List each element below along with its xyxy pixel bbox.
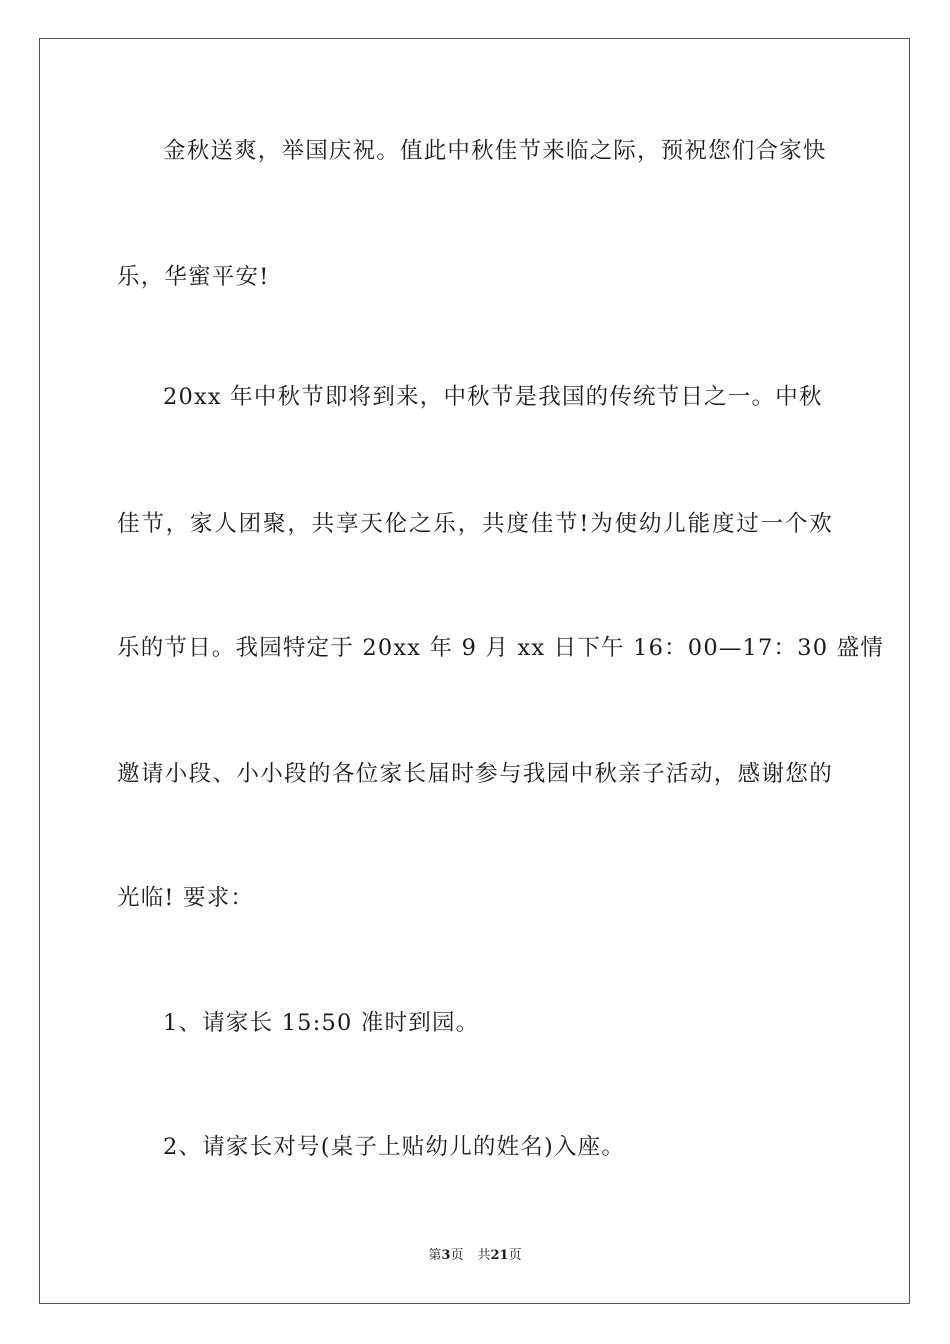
footer-page-prefix: 第: [428, 1248, 442, 1263]
footer-current-page: 3: [441, 1248, 451, 1263]
paragraph-2-line-3: 乐的节日。我园特定于 20xx 年 9 月 xx 日下午 16：00—17：30 盛情: [117, 635, 885, 661]
paragraph-2-line-5: 光临! 要求：: [117, 885, 255, 911]
footer-total-prefix: 共: [477, 1248, 491, 1263]
paragraph-2-line-4: 邀请小段、小小段的各位家长届时参与我园中秋亲子活动，感谢您的: [117, 761, 833, 787]
paragraph-2-line-1: 20xx 年中秋节即将到来，中秋节是我国的传统节日之一。中秋: [163, 384, 823, 410]
paragraph-1-line-1: 金秋送爽，举国庆祝。值此中秋佳节来临之际，预祝您们合家快: [163, 138, 827, 164]
paragraph-2-line-2: 佳节，家人团聚，共享天伦之乐，共度佳节!为使幼儿能度过一个欢: [117, 511, 833, 537]
page-footer: [0, 1247, 950, 1265]
footer-total-suffix: 页: [508, 1248, 522, 1263]
footer-total-pages: 21: [490, 1248, 509, 1263]
page-frame: [39, 38, 910, 1304]
footer-page-suffix: 页: [450, 1248, 464, 1263]
paragraph-1-line-2: 乐，华蜜平安!: [117, 264, 270, 290]
requirement-item-1: 1、请家长 15:50 准时到园。: [163, 1010, 480, 1036]
requirement-item-2: 2、请家长对号(桌子上贴幼儿的姓名)入座。: [163, 1134, 626, 1160]
